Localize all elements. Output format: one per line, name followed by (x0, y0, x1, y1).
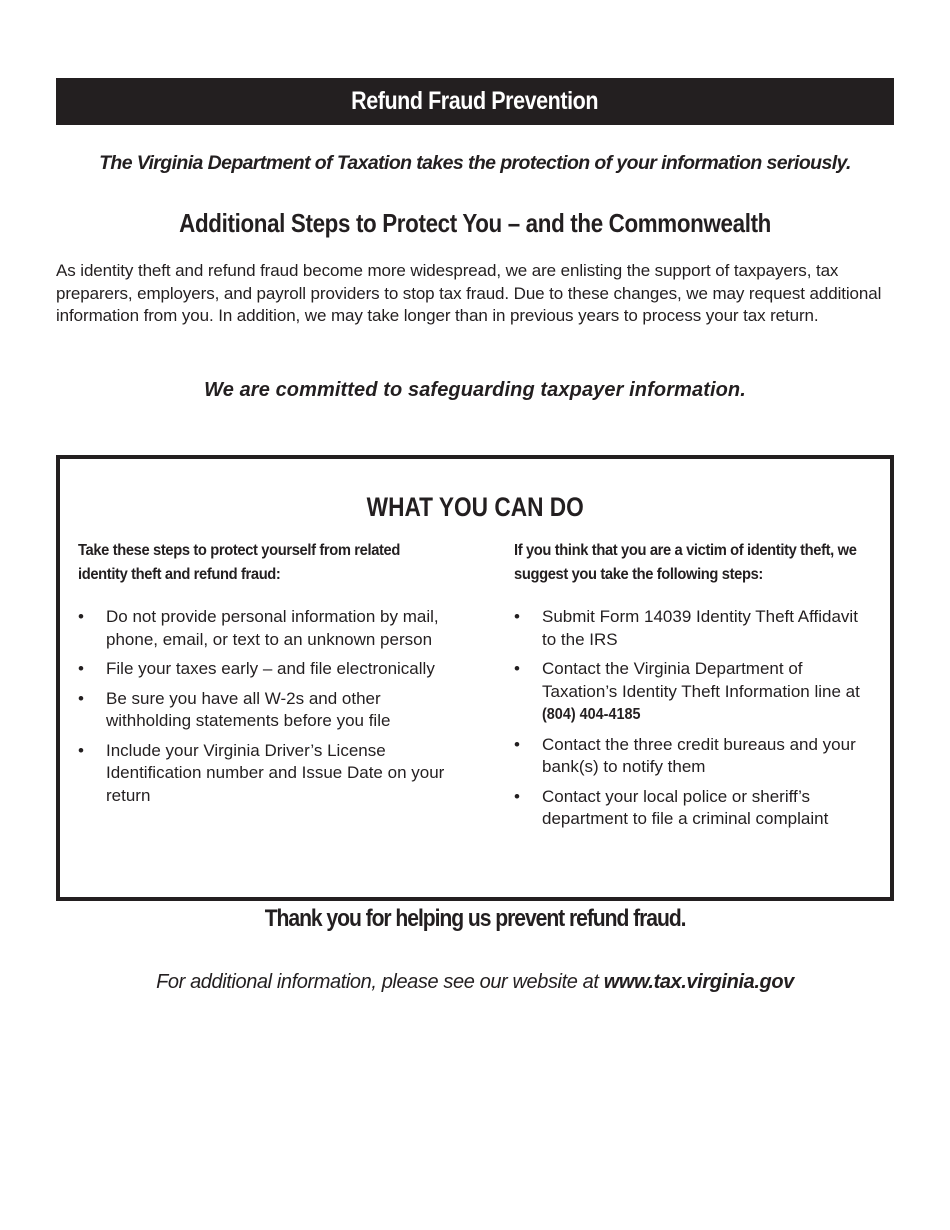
list-item (78, 658, 448, 681)
list-item-text: Contact the Virginia Department of Taxation’s Identity Theft Information line at (542, 659, 860, 701)
bullet-icon: • (78, 607, 84, 626)
list-item-text: File your taxes early – and file electronically (106, 659, 435, 678)
thank-you-text: Thank you for helping us prevent refund fraud. (264, 905, 686, 932)
list-item-text: Be sure you have all W-2s and other withholding statements before you file (106, 688, 391, 730)
box-title (60, 492, 890, 523)
list-item-text: Contact the three credit bureaus and your bank(s) to notify them (542, 734, 856, 776)
victim-heading: If you think that you are a victim of identity theft, we suggest you take the following steps: (514, 542, 857, 583)
list-item-text: Do not provide personal information by mail, phone, email, or text to an unknown person (106, 607, 439, 649)
victim-column (514, 539, 876, 838)
footer-text: For additional information, please see our website at (156, 971, 599, 993)
identity-theft-phone-number: (804) 404-4185 (542, 706, 641, 723)
list-item (78, 688, 448, 733)
section-heading-text: Additional Steps to Protect You – and the Commonwealth (179, 208, 771, 238)
bullet-icon: • (78, 740, 84, 760)
list-item (514, 658, 876, 727)
intro-paragraph: As identity theft and refund fraud become more widespread, we are enlisting the support of taxpayers, tax preparers, employers, and payroll providers to stop tax fraud. Due to these changes, we may request additional information from you. In addition, we may take longer than in previous years to process your tax return. (56, 261, 882, 325)
footer (0, 971, 950, 994)
bullet-icon: • (514, 734, 520, 754)
tagline: The Virginia Department of Taxation takes the protection of your information seriously. (99, 152, 851, 174)
list-item-text: Submit Form 14039 Identity Theft Affidavit to the IRS (542, 607, 858, 649)
victim-list (514, 606, 876, 831)
list-item (514, 734, 876, 779)
bullet-icon: • (78, 659, 84, 678)
bullet-icon: • (514, 786, 520, 806)
what-you-can-do-box (56, 455, 894, 901)
list-item (514, 786, 876, 831)
page-title: Refund Fraud Prevention (351, 87, 599, 115)
commitment-statement: We are committed to safeguarding taxpayer information. (204, 379, 746, 401)
bullet-icon: • (514, 607, 520, 626)
bullet-icon: • (514, 659, 520, 678)
page-title-banner (56, 78, 894, 125)
list-item (78, 606, 448, 651)
list-item-text: Contact your local police or sheriff’s department to file a criminal complaint (542, 786, 829, 828)
prevention-column (78, 539, 448, 814)
prevention-heading: Take these steps to protect yourself from related identity theft and refund fraud: (78, 542, 400, 583)
website-link[interactable]: www.tax.virginia.gov (603, 971, 794, 993)
box-title-text: WHAT YOU CAN DO (366, 492, 584, 522)
list-item-text: Include your Virginia Driver’s License Identification number and Issue Date on your return (106, 740, 445, 805)
section-heading (0, 208, 950, 239)
thank-you-message (0, 905, 950, 933)
list-item (514, 606, 876, 651)
prevention-list (78, 606, 448, 807)
bullet-icon: • (78, 688, 84, 708)
list-item (78, 740, 448, 808)
